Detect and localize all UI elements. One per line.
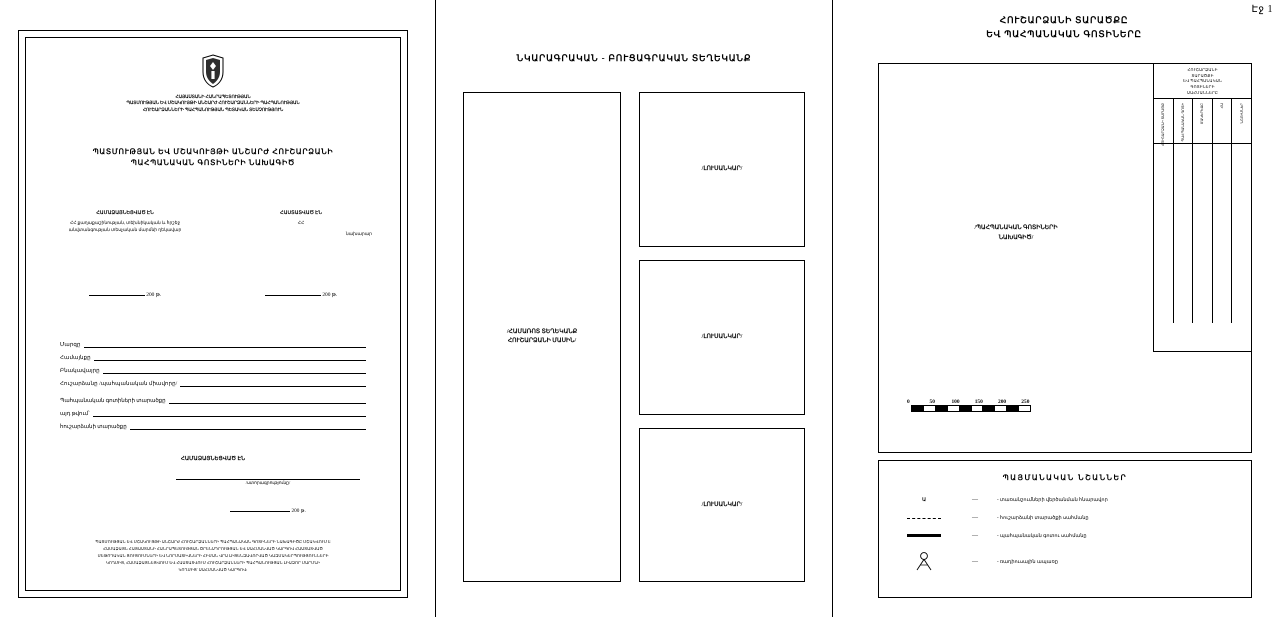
- photo-box-1: [639, 92, 805, 247]
- sheet-3-title-line-2: ԵՎ ՊԱՀՊԱՆԱԿԱՆ ԳՈՏԻՆԵՐԸ: [986, 28, 1142, 39]
- field-row-settlement: [60, 366, 366, 374]
- field-input-region[interactable]: [84, 340, 366, 348]
- legend-text-2: - հուշարձանի տարածքի սահմանը: [997, 516, 1089, 521]
- sheet-divider-right: [832, 0, 833, 617]
- footnote-line-2: ՀԱՄԱՁԱՅՆ ՀԱՅԱՍՏԱՆԻ ՀԱՆՐԱՊԵՏՈՒԹՅԱՆ ՕՐԵՆՍԴՐՈՒԹՅԱՆ ԵՎ ՍԱՀՄԱՆՎԱԾ ԿԱՐԳՈՎ ՀԱՍՏԱՏՎԱԾ: [103, 546, 323, 552]
- signature-line[interactable]: [176, 470, 360, 480]
- dashed-line-icon: [895, 516, 953, 521]
- sheet-3-title: [860, 14, 1268, 41]
- stamp-column-2-rule: [1174, 143, 1193, 144]
- field-row-region: [60, 340, 366, 348]
- thick-line-icon: [895, 534, 953, 539]
- approval-right-body: ՀՀ: [297, 220, 305, 225]
- approval-right-note: նախարար: [345, 230, 372, 236]
- field-label-region: Մարզը: [60, 342, 81, 348]
- armenia-coat-of-arms-icon: [200, 54, 226, 88]
- footnote-line-5: ԿՈՂՄԻՑ՝ ՍԱՀՄԱՆՎԱԾ ԿԱՐԳՈՎ։: [178, 567, 248, 573]
- page-number: Էջ 1: [1251, 4, 1273, 15]
- sheet-1-approval-label: [50, 456, 376, 462]
- photo-box-1-label: /ԼՈՒՍԱՆԿԱՐ/: [701, 166, 743, 172]
- photo-box-3: [639, 428, 805, 582]
- field-input-settlement[interactable]: [103, 366, 366, 374]
- sheet-1-area-fields: [60, 396, 366, 435]
- letter-a-icon: Ա: [922, 498, 926, 503]
- sheet-1-header: [40, 94, 386, 113]
- field-row-community: [60, 353, 366, 361]
- title-line-1: ՊԱՏՄՈՒԹՅԱՆ ԵՎ ՄՇԱԿՈՒՅԹԻ ԱՆՇԱՐԺ ՀՈՒՇԱՐՁԱՆԻ: [92, 147, 334, 156]
- sheet-2-title: [443, 48, 825, 66]
- field-input-community[interactable]: [94, 353, 366, 361]
- legend-box: [878, 460, 1252, 598]
- legend-row-1: [895, 497, 1235, 503]
- scale-number-3: 150: [974, 399, 983, 405]
- date-left: [50, 292, 200, 298]
- stamp-column-4: [1213, 99, 1233, 323]
- header-line-3: ՀՈՒՇԱՐՁԱՆՆԵՐԻ ՊԱՀՊԱՆՈՒԹՅԱՆ ՊԵՏԱԿԱՆ ՏԵՍՉՈՒԹՅՈՒՆ: [142, 106, 284, 112]
- header-line-1: ՀԱՅԱՍՏԱՆԻ ՀԱՆՐԱՊԵՏՈՒԹՅԱՆ: [175, 94, 251, 99]
- sheet-3-map: [860, 8, 1268, 598]
- approval-column-right: [226, 210, 376, 238]
- approval-left-header: ՀԱՄԱՁԱՅՆԵՑՎԱԾ ԷՆ: [96, 211, 154, 216]
- stamp-column-1-header: ՀՈՒՇԱՐՁԱՆԻ ՏԱՐԱԾՔ: [1161, 103, 1166, 147]
- field-row-zone-area: [60, 396, 366, 404]
- date-right: [226, 292, 376, 298]
- approval-left-body: ՀՀ քաղաքաշինության, տեխնիկական և հրշեջ անվտանգության տեսչական մարմնի ղեկավար: [68, 220, 182, 232]
- field-label-community: Համայնքը: [60, 355, 91, 361]
- stamp-column-3-header: ՄԱԿԵՐԵՍԸ: [1200, 103, 1205, 125]
- sheet-2-title-text: ՆԿԱՐԱԳՐԱԿԱՆ - ԲՈՒՑԱԳՐԱԿԱՆ ՏԵՂԵԿԱՆՔ: [516, 53, 752, 63]
- legend-title-text: ՊԱՅՄԱՆԱԿԱՆ ՆՇԱՆՆԵՐ: [1002, 473, 1128, 482]
- field-label-monument-area: հուշարձանի տարածքը: [60, 424, 127, 430]
- field-input-monument-area[interactable]: [130, 422, 366, 430]
- legend-rows: [879, 497, 1251, 573]
- signature-date-suffix: 200 թ.: [291, 508, 306, 514]
- stamp-caption: [1154, 64, 1251, 99]
- stamp-caption-line-1: ՀՈՒՇԱՐՁԱՆԻ: [1187, 67, 1218, 72]
- sheet-1-cover: [18, 30, 408, 598]
- legend-row-4: [895, 551, 1235, 573]
- photo-box-3-label: /ԼՈՒՍԱՆԿԱՐ/: [701, 501, 743, 508]
- compass-icon: [895, 551, 953, 573]
- stamp-column-3: [1193, 99, 1213, 323]
- sheet-1-footnote: [48, 539, 378, 574]
- scale-bar-graphic: [911, 405, 1031, 412]
- brief-info-line-2: ՀՈՒՇԱՐՁԱՆԻ ՄԱՍԻՆ/: [507, 338, 577, 344]
- sheet-2-descriptive: [443, 30, 825, 608]
- sheet-1-fields: [60, 340, 366, 392]
- stamp-column-5-rule: [1232, 143, 1251, 144]
- scale-numbers: [907, 399, 1037, 405]
- stamp-column-5: [1232, 99, 1251, 323]
- map-stamp-table: [1153, 64, 1251, 352]
- approval-column-left: [50, 210, 200, 238]
- brief-info-line-1: /ՀԱՄԱՌՈՏ ՏԵՂԵԿԱՆՔ: [506, 329, 578, 335]
- field-label-including: այդ թվում՝: [60, 411, 90, 417]
- scale-number-5: 250: [1021, 399, 1030, 405]
- legend-text-1: - տառանշումների վերծանման հնարավոր: [997, 498, 1108, 503]
- scale-number-0: 0: [907, 399, 910, 405]
- signature-block: [176, 470, 360, 486]
- date-right-field[interactable]: [265, 295, 321, 296]
- field-input-monument[interactable]: [180, 379, 366, 387]
- field-label-zone-area: Պահպանական գոտիների տարածքը: [60, 398, 166, 404]
- date-right-suffix: 200 թ.: [322, 292, 338, 298]
- brief-info-box: [463, 92, 621, 582]
- approval-label-text: ՀԱՄԱՁԱՅՆԵՑՎԱԾ ԷՆ: [180, 456, 246, 462]
- sheet-divider-left: [435, 0, 436, 617]
- brief-info-text: [507, 328, 577, 346]
- photo-box-2-label: /ԼՈՒՍԱՆԿԱՐ/: [701, 334, 743, 340]
- map-caption: [879, 224, 1153, 243]
- signature-date-field[interactable]: [230, 511, 290, 512]
- map-caption-line-1: /ՊԱՀՊԱՆԱԿԱՆ ԳՈՏԻՆԵՐԻ: [974, 225, 1058, 231]
- stamp-caption-line-2: ՏԱՐԱԾՔԻ: [1191, 72, 1214, 78]
- sheet-1-inner-border: [25, 37, 401, 591]
- legend-dash-3: —: [972, 533, 978, 539]
- field-input-zone-area[interactable]: [169, 396, 366, 404]
- stamp-column-2: [1174, 99, 1194, 323]
- field-label-settlement: Բնակավայրը: [60, 368, 100, 374]
- stamp-caption-line-3: ԵՎ ՊԱՀՊԱՆԱԿԱՆ: [1183, 78, 1222, 84]
- date-left-field[interactable]: [89, 295, 145, 296]
- legend-text-3: - պահպանական գոտու սահմանը: [997, 534, 1087, 539]
- title-line-2: ՊԱՀՊԱՆԱԿԱՆ ԳՈՏԻՆԵՐԻ ՆԱԽԱԳԻԾ: [130, 158, 296, 168]
- legend-dash-4: —: [972, 559, 978, 565]
- legend-text-4: - ռադիուսային ապառը: [997, 560, 1058, 565]
- map-scale-bar: [907, 399, 1037, 412]
- stamp-column-5-header: ՆՇՈՒՄՆԵՐ: [1239, 103, 1244, 124]
- field-input-including[interactable]: [93, 409, 367, 417]
- legend-dash-2: —: [972, 515, 978, 521]
- sheet-3-title-line-1: ՀՈՒՇԱՐՁԱՆԻ ՏԱՐԱԾՔԸ: [999, 15, 1129, 25]
- footnote-line-1: ՊԱՏՄՈՒԹՅԱՆ ԵՎ ՄՇԱԿՈՒՅԹԻ ԱՆՇԱՐԺ ՀՈՒՇԱՐՁԱՆՆԵՐԻ ՊԱՀՊԱՆԱԿԱՆ ԳՈՏԻՆԵՐԻ ՆԱԽԱԳԻԾԸ ՄՇԱԿՎՈՒՄ Է: [95, 539, 331, 545]
- field-row-including: [60, 409, 366, 417]
- field-label-monument: Հուշարձանը /պահպանական միավորը/: [60, 381, 178, 387]
- scale-number-1: 50: [929, 399, 935, 405]
- approval-right-header: ՀԱՍՏԱՏՎԱԾ ԷՆ: [280, 211, 322, 216]
- stamp-caption-line-4: ԳՈՏԻՆԵՐԻ: [1190, 84, 1215, 90]
- signature-date-block: [176, 508, 360, 514]
- scale-number-2: 100: [951, 399, 960, 405]
- stamp-column-4-header: ՀԱ: [1220, 103, 1225, 109]
- legend-row-2: [895, 515, 1235, 521]
- sheet-1-approval-columns: [50, 210, 376, 238]
- header-line-2: ՊԱՏՄՈՒԹՅԱՆ ԵՎ ՄՇԱԿՈՒՅԹԻ ԱՆՇԱՐԺ ՀՈՒՇԱՐՁԱՆՆԵՐԻ ՊԱՀՊԱՆՈՒԹՅԱՆ: [126, 100, 300, 106]
- field-row-monument-area: [60, 422, 366, 430]
- stamp-caption-line-5: ՍԱՀՄԱՆՆԵՐԸ: [1187, 89, 1218, 95]
- legend-title: [879, 467, 1251, 485]
- stamp-column-2-header: ՊԱՀՊԱՆԱԿԱՆ ԳՈՏԻ: [1180, 103, 1185, 142]
- sheet-1-title: [50, 146, 376, 168]
- field-row-monument: [60, 379, 366, 387]
- photo-box-2: [639, 260, 805, 415]
- signature-caption: /ստորագրությունը/: [245, 480, 291, 485]
- footnote-line-3: ՄԵԹՈԴԱԿԱՆ ՑՈՒՑՈՒՄՆԵՐԻ ԵՎ ՆՈՐՄԱՏԻՎՆԵՐԻ ՀԻՄԱՆ ՎՐԱ ԼԻՑԵՆԶԱՎՈՐՎԱԾ ԿԱԶՄԱԿԵՐՊՈՒԹՅՈՒՆՆԵՐԻ: [97, 553, 329, 559]
- date-left-suffix: 200 թ.: [146, 292, 162, 298]
- map-drawing-area: [878, 63, 1252, 453]
- stamp-columns: [1154, 99, 1251, 323]
- sheet-1-date-lines: [50, 292, 376, 298]
- legend-row-3: [895, 533, 1235, 539]
- stamp-column-1-rule: [1154, 143, 1173, 144]
- map-caption-line-2: ՆԱԽԱԳԻԾ/: [998, 234, 1034, 241]
- scale-number-4: 200: [998, 399, 1007, 405]
- stamp-column-3-rule: [1193, 143, 1212, 144]
- legend-dash-1: —: [972, 497, 978, 503]
- footnote-line-4: ԿՈՂՄԻՑ, ՀԱՄԱՁԱՅՆԵՑՎՈՒՄ ԵՎ ՀԱՍՏԱՏՎՈՒՄ ՀՈՒՇԱՐՁԱՆՆԵՐԻ ՊԱՀՊԱՆՈՒԹՅԱՆ ԼԻԱԶՈՐ ՄԱՐՄՆԻ: [105, 560, 321, 566]
- stamp-column-4-rule: [1213, 143, 1232, 144]
- stamp-column-1: [1154, 99, 1174, 323]
